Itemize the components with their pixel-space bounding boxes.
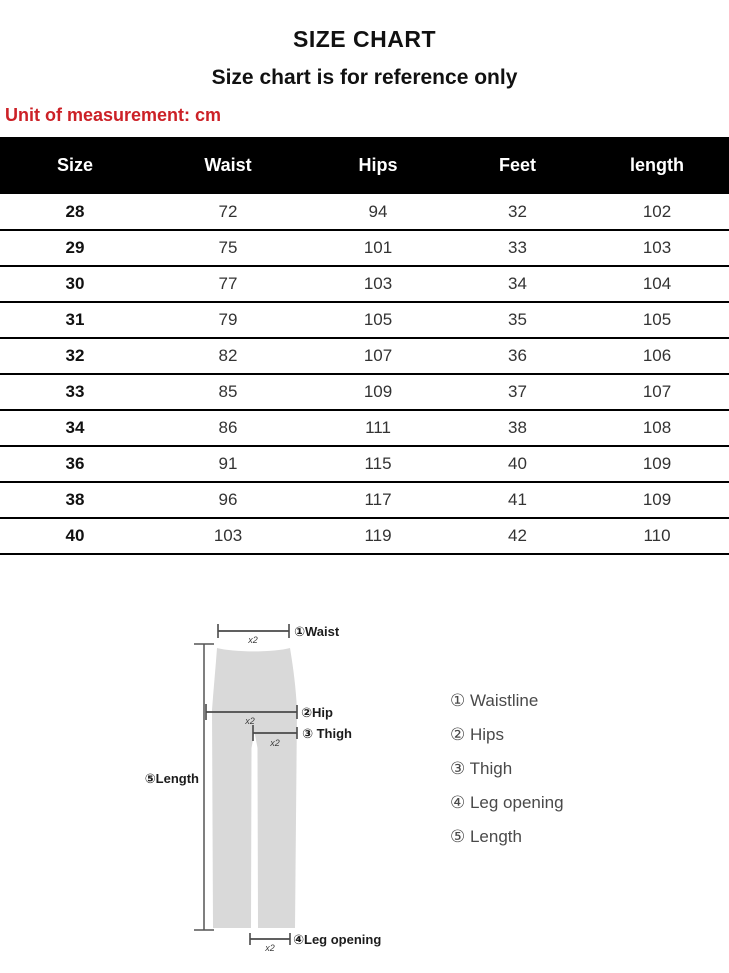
measurement-legend	[450, 684, 564, 854]
value-cell: 75	[150, 230, 306, 266]
value-cell: 111	[306, 410, 450, 446]
size-table-body	[0, 194, 729, 554]
value-cell: 36	[450, 338, 585, 374]
column-header-waist: Waist	[150, 137, 306, 194]
value-cell: 103	[150, 518, 306, 554]
hip-x2-label: x2	[245, 716, 255, 726]
value-cell: 72	[150, 194, 306, 230]
value-cell: 82	[150, 338, 306, 374]
size-cell: 40	[0, 518, 150, 554]
value-cell: 96	[150, 482, 306, 518]
thigh-x2-label: x2	[270, 738, 280, 748]
table-row	[0, 482, 729, 518]
legend-item-length: ⑤ Length	[450, 827, 522, 846]
column-header-feet: Feet	[450, 137, 585, 194]
table-row	[0, 374, 729, 410]
value-cell: 86	[150, 410, 306, 446]
value-cell: 108	[585, 410, 729, 446]
size-cell: 28	[0, 194, 150, 230]
size-cell: 36	[0, 446, 150, 482]
table-row	[0, 230, 729, 266]
measurement-diagram	[0, 578, 729, 973]
value-cell: 34	[450, 266, 585, 302]
value-cell: 110	[585, 518, 729, 554]
page-subtitle: Size chart is for reference only	[211, 66, 518, 89]
value-cell: 107	[585, 374, 729, 410]
value-cell: 94	[306, 194, 450, 230]
value-cell: 32	[450, 194, 585, 230]
value-cell: 77	[150, 266, 306, 302]
value-cell: 91	[150, 446, 306, 482]
thigh-label: ③ Thigh	[302, 726, 352, 741]
header-row	[0, 137, 729, 194]
size-cell: 34	[0, 410, 150, 446]
value-cell: 102	[585, 194, 729, 230]
legend-item-thigh: ③ Thigh	[450, 759, 513, 778]
legend-item-hips: ② Hips	[450, 725, 504, 744]
value-cell: 42	[450, 518, 585, 554]
pants-shape	[212, 648, 297, 928]
value-cell: 41	[450, 482, 585, 518]
value-cell: 115	[306, 446, 450, 482]
value-cell: 109	[306, 374, 450, 410]
legend-item-leg-opening: ④ Leg opening	[450, 793, 564, 812]
size-cell: 31	[0, 302, 150, 338]
size-cell: 33	[0, 374, 150, 410]
value-cell: 109	[585, 482, 729, 518]
table-row	[0, 518, 729, 554]
page-title: SIZE CHART	[293, 26, 436, 52]
value-cell: 103	[585, 230, 729, 266]
size-cell: 32	[0, 338, 150, 374]
table-row	[0, 410, 729, 446]
value-cell: 109	[585, 446, 729, 482]
size-table-header	[0, 137, 729, 194]
column-header-size: Size	[0, 137, 150, 194]
value-cell: 38	[450, 410, 585, 446]
column-header-length: length	[585, 137, 729, 194]
table-row	[0, 194, 729, 230]
leg-opening-x2-label: x2	[265, 943, 275, 953]
column-header-hips: Hips	[306, 137, 450, 194]
size-cell: 30	[0, 266, 150, 302]
size-cell: 38	[0, 482, 150, 518]
value-cell: 85	[150, 374, 306, 410]
waist-x2-label: x2	[248, 635, 258, 645]
value-cell: 107	[306, 338, 450, 374]
value-cell: 37	[450, 374, 585, 410]
table-row	[0, 266, 729, 302]
value-cell: 105	[306, 302, 450, 338]
size-table	[0, 137, 729, 555]
value-cell: 101	[306, 230, 450, 266]
value-cell: 119	[306, 518, 450, 554]
value-cell: 79	[150, 302, 306, 338]
value-cell: 103	[306, 266, 450, 302]
waist-label: ①Waist	[294, 624, 340, 639]
size-cell: 29	[0, 230, 150, 266]
value-cell: 117	[306, 482, 450, 518]
value-cell: 35	[450, 302, 585, 338]
legend-item-waistline: ① Waistline	[450, 691, 539, 710]
leg-opening-label: ④Leg opening	[293, 932, 382, 947]
table-row	[0, 302, 729, 338]
value-cell: 105	[585, 302, 729, 338]
table-row	[0, 338, 729, 374]
unit-of-measurement-note: Unit of measurement: cm	[5, 105, 222, 125]
table-row	[0, 446, 729, 482]
value-cell: 33	[450, 230, 585, 266]
value-cell: 40	[450, 446, 585, 482]
hip-label: ②Hip	[301, 705, 333, 720]
length-label: ⑤Length	[144, 771, 199, 786]
pants-measurement-illustration	[0, 578, 729, 973]
value-cell: 104	[585, 266, 729, 302]
value-cell: 106	[585, 338, 729, 374]
